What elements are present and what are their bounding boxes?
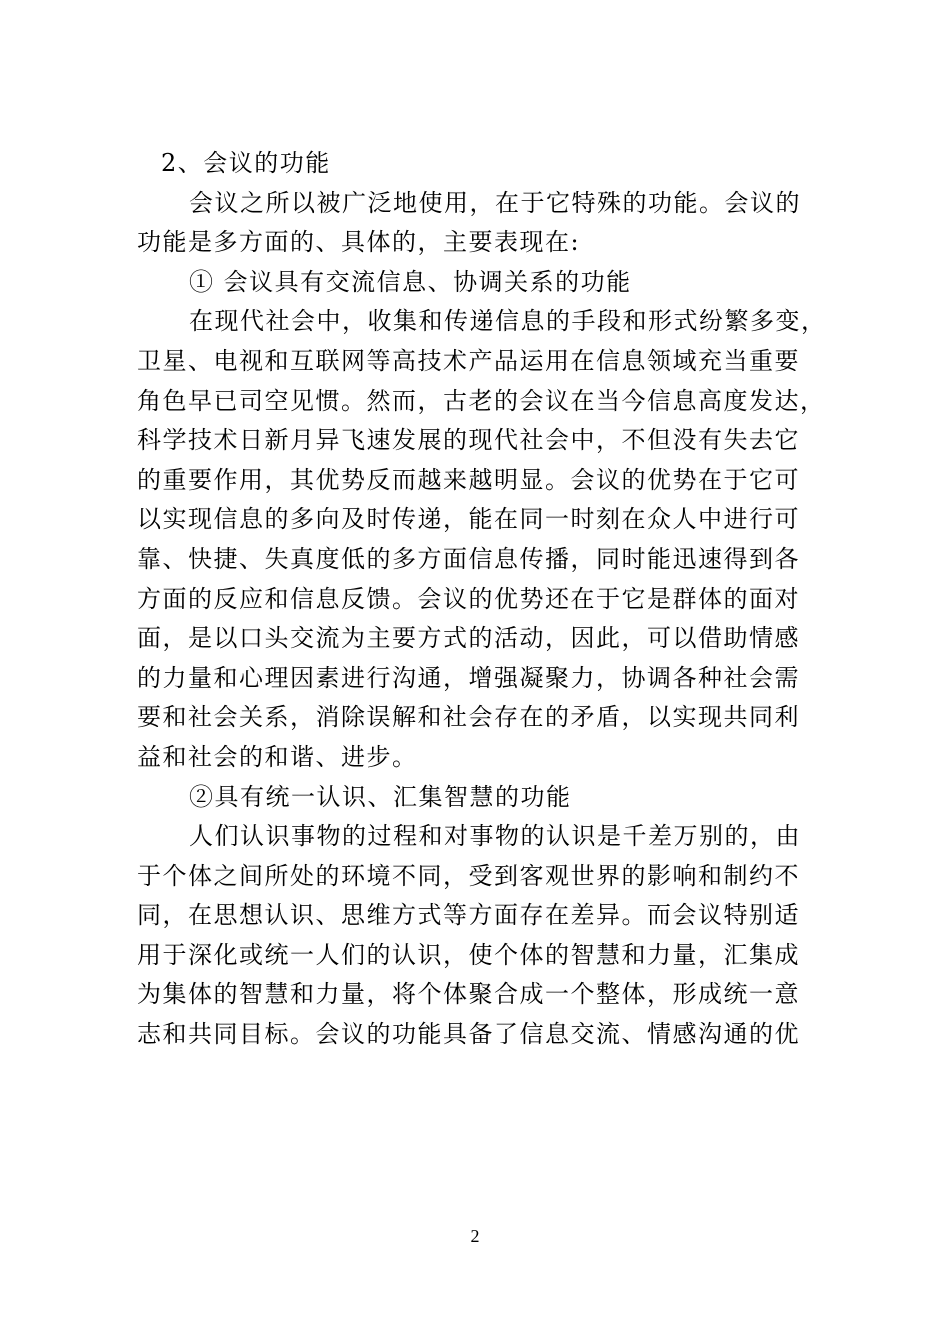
- document-body: [137, 144, 827, 1055]
- text-line: 2、会议的功能: [161, 149, 331, 177]
- text-line: 以实现信息的多向及时传递，能在同一时刻在众人中进行可: [137, 505, 800, 534]
- text-line: 同，在思想认识、思维方式等方面存在差异。而会议特别适: [137, 901, 800, 930]
- text-line: 方面的反应和信息反馈。会议的优势还在于它是群体的面对: [137, 584, 800, 613]
- text-line: 的重要作用，其优势反而越来越明显。会议的优势在于它可: [137, 465, 800, 494]
- text-line: ① 会议具有交流信息、协调关系的功能: [189, 267, 632, 296]
- text-line: 要和社会关系，消除误解和社会存在的矛盾，以实现共同利: [137, 703, 800, 732]
- text-line: 面，是以口头交流为主要方式的活动，因此，可以借助情感: [137, 624, 800, 653]
- text-line: 靠、快捷、失真度低的多方面信息传播，同时能迅速得到各: [137, 544, 800, 573]
- text-line: 益和社会的和谐、进步。: [137, 742, 418, 771]
- text-line: 的力量和心理因素进行沟通，增强凝聚力，协调各种社会需: [137, 663, 800, 692]
- page-number: 2: [470, 1226, 480, 1246]
- text-line: 角色早已司空见惯。然而，古老的会议在当今信息高度发达，: [137, 386, 826, 415]
- text-line: ②具有统一认识、汇集智慧的功能: [189, 782, 572, 811]
- text-line: 用于深化或统一人们的认识，使个体的智慧和力量，汇集成: [137, 940, 800, 969]
- text-line: 会议之所以被广泛地使用，在于它特殊的功能。会议的: [189, 188, 801, 217]
- text-line: 于个体之间所处的环境不同，受到客观世界的影响和制约不: [137, 861, 800, 890]
- text-line: 卫星、电视和互联网等高技术产品运用在信息领域充当重要: [137, 346, 800, 375]
- text-line: 在现代社会中，收集和传递信息的手段和形式纷繁多变，: [189, 307, 827, 336]
- text-line: 人们认识事物的过程和对事物的认识是千差万别的，由: [189, 822, 801, 851]
- text-line: 功能是多方面的、具体的，主要表现在:: [137, 228, 581, 257]
- text-line: 志和共同目标。会议的功能具备了信息交流、情感沟通的优: [137, 1020, 800, 1049]
- text-line: 科学技术日新月异飞速发展的现代社会中，不但没有失去它: [137, 426, 800, 455]
- text-line: 为集体的智慧和力量，将个体聚合成一个整体，形成统一意: [137, 980, 800, 1009]
